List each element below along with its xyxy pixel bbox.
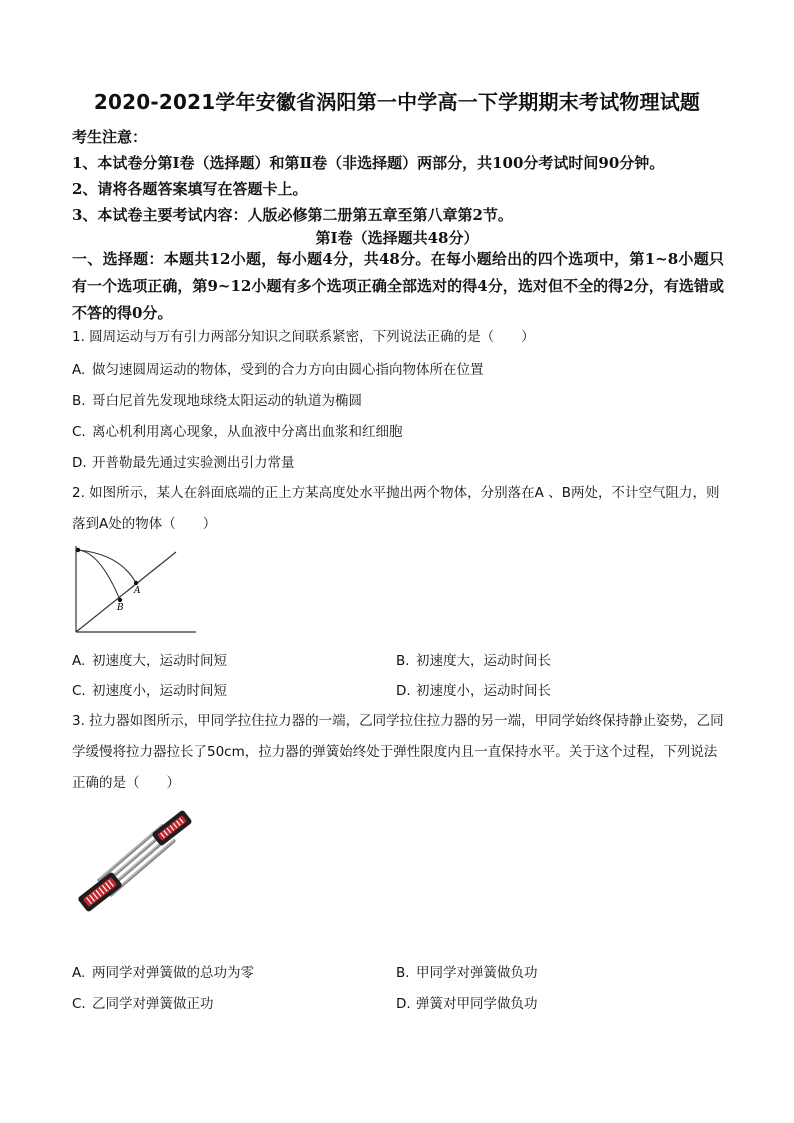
option-text: 做匀速圆周运动的物体，受到的合力方向由圆心指向物体所在位置 [92, 362, 484, 378]
option-text: 初速度大，运动时间短 [92, 653, 227, 669]
option-letter: C. [72, 996, 86, 1012]
option-letter: B. [396, 653, 410, 669]
option-text: 哥白尼首先发现地球绕太阳运动的轨道为椭圆 [92, 393, 362, 409]
notice-heading: 考生注意： [72, 128, 148, 146]
option-letter: B. [72, 393, 86, 409]
question-3-option-b[interactable] [396, 961, 538, 981]
notice-item-2: 2、请将各题答案填写在答题卡上。 [72, 180, 308, 198]
question-3-option-d[interactable] [396, 992, 538, 1012]
trajectory-b [78, 550, 120, 600]
option-letter: A. [72, 362, 86, 378]
section-title: 第Ⅰ卷（选择题共48分） [315, 229, 479, 247]
option-letter: C. [72, 424, 86, 440]
option-letter: A. [72, 653, 86, 669]
option-text: 初速度大，运动时间长 [416, 653, 551, 669]
landing-point-b [118, 598, 122, 602]
question-2-option-b[interactable] [396, 649, 551, 669]
question-1-option-a[interactable] [72, 358, 484, 378]
question-2-option-d[interactable] [396, 679, 551, 699]
question-2-option-c[interactable] [72, 679, 227, 699]
question-2-option-a[interactable] [72, 649, 227, 669]
label-a: A [134, 586, 141, 596]
notice-item-3: 3、本试卷主要考试内容：人版必修第二册第五章至第八章第2节。 [72, 206, 513, 224]
option-text: 甲同学对弹簧做负功 [416, 965, 538, 981]
question-1-stem: 1. 圆周运动与万有引力两部分知识之间联系紧密，下列说法正确的是（ ） [72, 329, 535, 345]
option-letter: D. [396, 996, 411, 1012]
question-1-option-b[interactable] [72, 389, 362, 409]
question-1-option-c[interactable] [72, 420, 403, 440]
notice-item-1: 1、本试卷分第Ⅰ卷（选择题）和第Ⅱ卷（非选择题）两部分，共100分考试时间90分钟。 [72, 154, 665, 172]
question-1-option-d[interactable] [72, 451, 295, 471]
option-text: 初速度小，运动时间短 [92, 683, 227, 699]
question-2-stem: 2. 如图所示，某人在斜面底端的正上方某高度处水平抛出两个物体，分别落在A 、B两处，不计空气阻力，则落到A处的物体（ ） [72, 485, 720, 532]
section-instructions: 一、选择题：本题共12小题，每小题4分，共48分。在每小题给出的四个选项中，第1~8小题只有一个选项正确，第9~12小题有多个选项正确全部选对的得4分，选对但不全的得2分，有选错或不答的得0分。 [72, 250, 724, 322]
trajectory-a [78, 550, 136, 583]
option-text: 弹簧对甲同学做负功 [416, 996, 538, 1012]
option-text: 两同学对弹簧做的总功为零 [92, 965, 254, 981]
option-letter: D. [72, 455, 87, 471]
option-text: 离心机利用离心现象，从血液中分离出血浆和红细胞 [92, 424, 403, 440]
question-3-option-c[interactable] [72, 992, 214, 1012]
option-letter: D. [396, 683, 411, 699]
option-text: 初速度小，运动时间长 [416, 683, 551, 699]
option-letter: A. [72, 965, 86, 981]
option-letter: B. [396, 965, 410, 981]
launch-point [76, 548, 80, 552]
spring-expander-image [70, 808, 198, 916]
incline-line [76, 552, 176, 632]
option-letter: C. [72, 683, 86, 699]
projectile-incline-figure [70, 542, 200, 638]
option-text: 开普勒最先通过实验测出引力常量 [92, 455, 295, 471]
question-3-option-a[interactable] [72, 961, 254, 981]
option-text: 乙同学对弹簧做正功 [92, 996, 214, 1012]
exam-title: 2020-2021学年安徽省涡阳第一中学高一下学期期末考试物理试题 [93, 90, 701, 114]
landing-point-a [134, 581, 138, 585]
label-b: B [117, 603, 124, 613]
question-3-stem: 3. 拉力器如图所示，甲同学拉住拉力器的一端，乙同学拉住拉力器的另一端，甲同学始终保持静止姿势，乙同学缓慢将拉力器拉长了50cm，拉力器的弹簧始终处于弹性限度内且一直保持水平。关于这个过程，下列说法正确的是（ ） [72, 713, 724, 791]
